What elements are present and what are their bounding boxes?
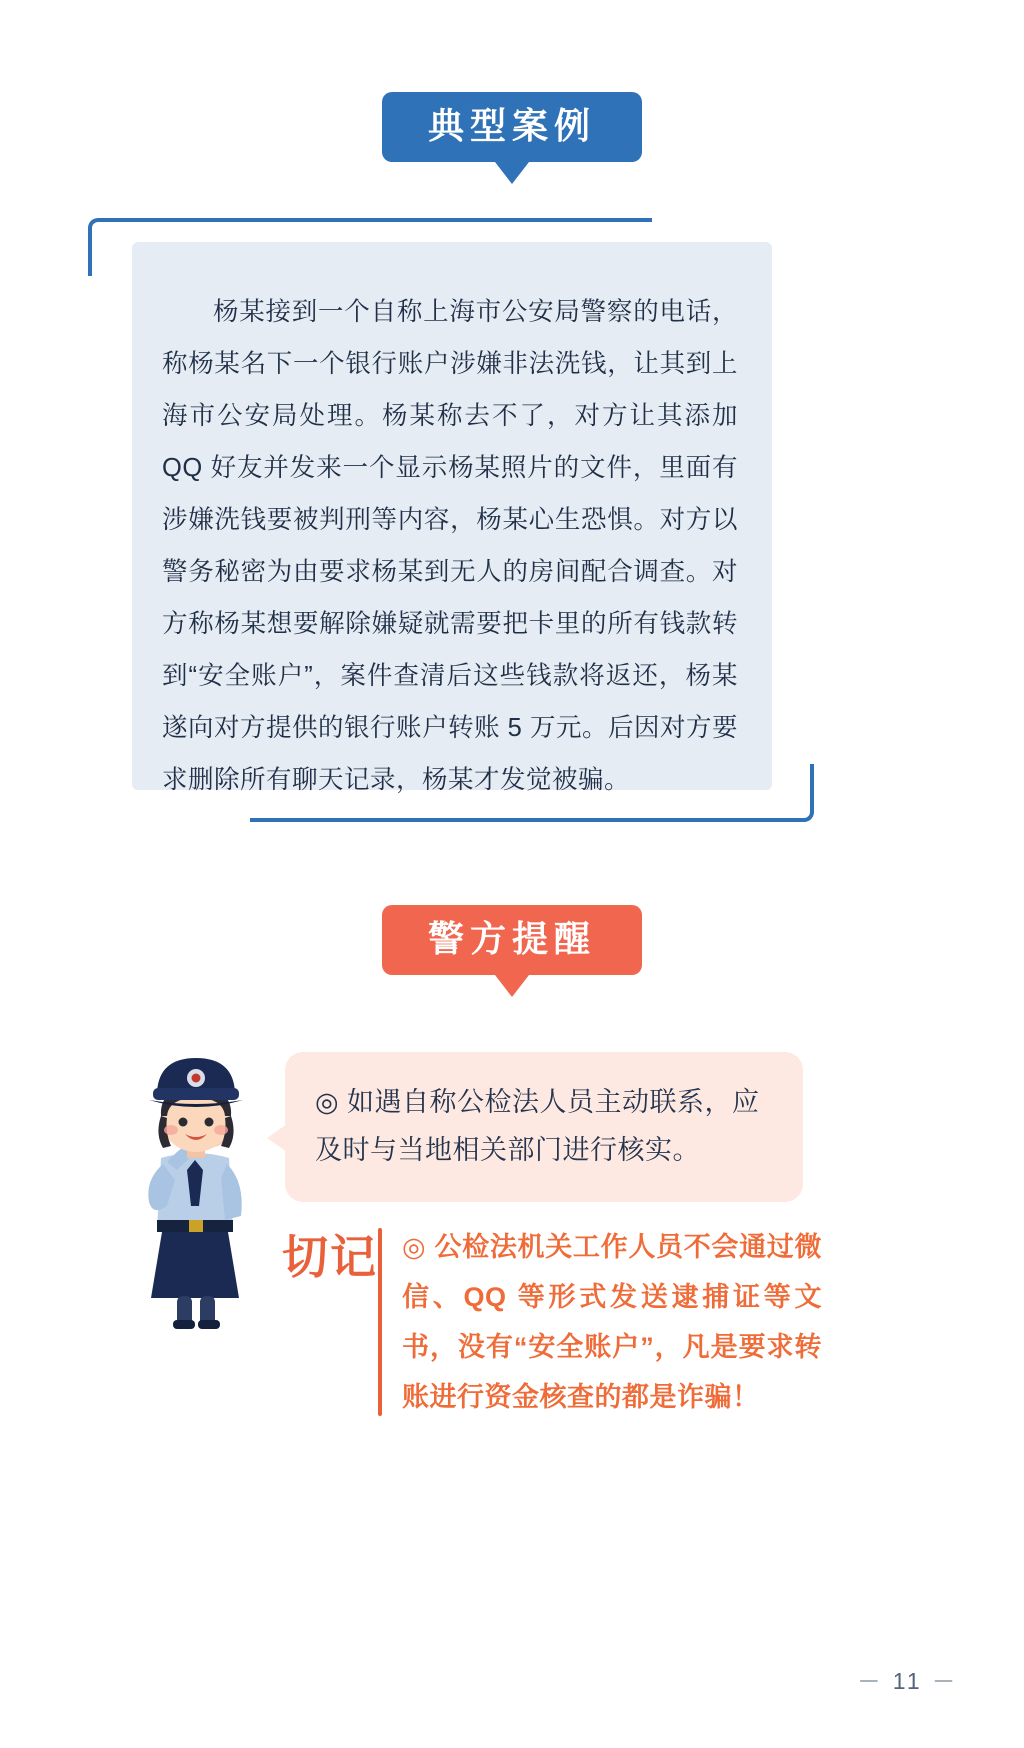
remember-seal-label: 切记: [282, 1230, 378, 1284]
police-officer-illustration: [105, 1030, 285, 1330]
page-number: － 11 －: [857, 1668, 958, 1694]
speech-bubble-tail: [267, 1124, 287, 1152]
reminder-banner-tail: [495, 975, 529, 997]
remember-text: ◎ 公检法机关工作人员不会通过微信、QQ 等形式发送逮捕证等文书，没有“安全账户”，凡是要求转账进行资金核查的都是诈骗！: [402, 1232, 822, 1412]
case-body: [132, 242, 772, 794]
case-banner-label: 典型案例: [382, 92, 642, 162]
case-body-text: 杨某接到一个自称上海市公安局警察的电话，称杨某名下一个银行账户涉嫌非法洗钱，让其到上海市公安局处理。杨某称去不了，对方让其添加 QQ 好友并发来一个显示杨某照片的文件，里面有涉嫌洗钱要被判刑等内容，杨某心生恐惧。对方以警务秘密为由要求杨某到无人的房间配合调查。对方称杨某想要解除嫌疑就需要把卡里的所有钱款转到“安全账户”，案件查清后这些钱款将返还，杨某遂向对方提供的银行账户转账 5 万元。后因对方要求删除所有聊天记录，杨某才发觉被骗。: [162, 298, 738, 794]
case-banner-tail: [495, 162, 529, 184]
case-banner: [0, 92, 1024, 184]
reminder-speech-bubble: [285, 1052, 803, 1202]
reminder-banner: [0, 905, 1024, 997]
reminder-bubble-text: ◎ 如遇自称公检法人员主动联系，应及时与当地相关部门进行核实。: [315, 1087, 760, 1165]
reminder-banner-label: 警方提醒: [382, 905, 642, 975]
case-frame: [88, 218, 814, 822]
remember-block: [282, 1222, 822, 1422]
remember-divider: [378, 1228, 382, 1416]
